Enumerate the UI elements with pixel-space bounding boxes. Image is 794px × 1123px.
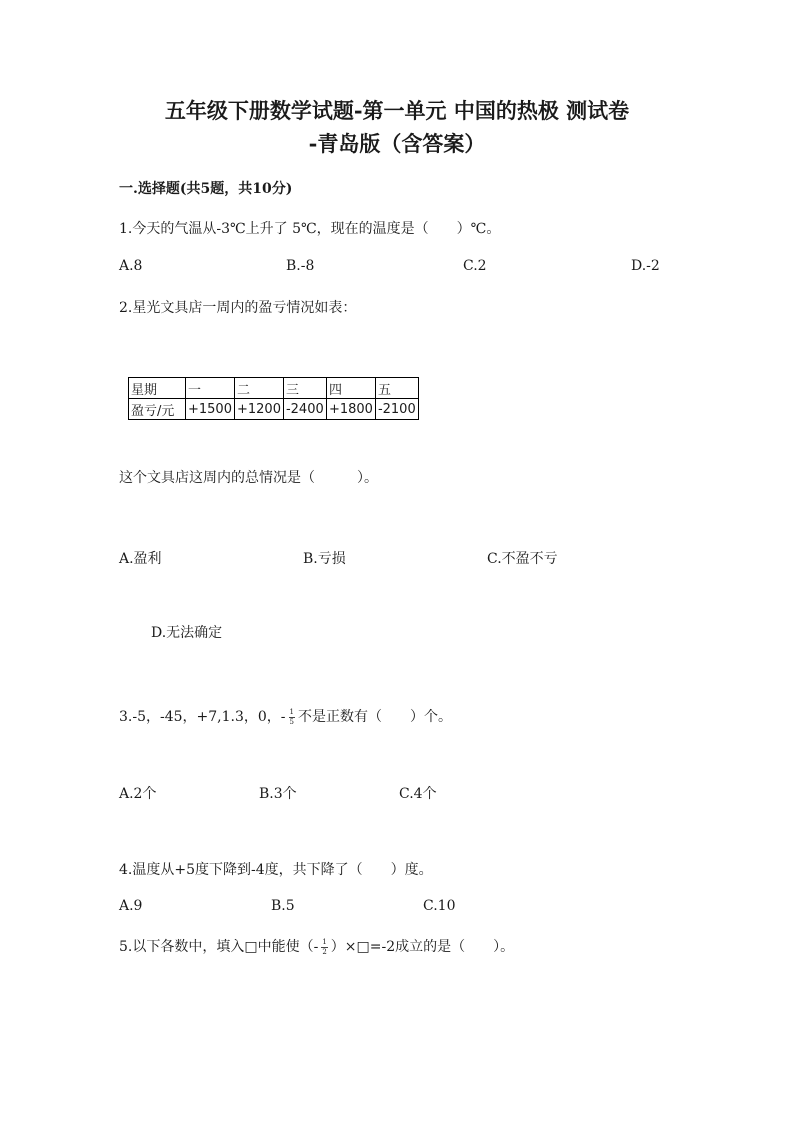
- fraction-denominator: 2: [322, 947, 327, 956]
- q3-text-after: 不是正数有（ ）个。: [298, 709, 452, 725]
- table-row: [129, 399, 419, 420]
- page-title-line1: 五年级下册数学试题-第一单元 中国的热极 测试卷: [164, 98, 630, 123]
- fraction-numerator: 1: [289, 707, 294, 716]
- q3-option-a[interactable]: A.2个: [119, 786, 157, 802]
- table-cell: +1200: [234, 399, 283, 420]
- fraction-numerator: 1: [322, 937, 327, 946]
- question-1-text: 1.今天的气温从-3℃上升了 5℃，现在的温度是（ ）℃。: [119, 221, 501, 237]
- table-header-row: [129, 378, 419, 399]
- profit-loss-table: [128, 377, 419, 420]
- table-cell: 二: [234, 378, 283, 399]
- q3-option-b[interactable]: B.3个: [259, 786, 297, 802]
- question-2-text: 2.星光文具店一周内的盈亏情况如表：: [119, 300, 357, 316]
- table-cell: -2400: [283, 399, 326, 420]
- question-5-text: [119, 936, 514, 957]
- table-cell: 盈亏/元: [129, 399, 186, 420]
- page-title-line2: -青岛版（含答案）: [308, 131, 486, 156]
- fraction-denominator: 5: [289, 717, 294, 726]
- question-2-followup: 这个文具店这周内的总情况是（ ）。: [119, 470, 378, 486]
- q5-fraction: [321, 938, 327, 957]
- q4-option-c[interactable]: C.10: [423, 898, 456, 914]
- q3-fraction: [289, 708, 295, 727]
- q1-option-b[interactable]: B.-8: [286, 258, 315, 274]
- section-heading: 一.选择题(共5题，共10分): [119, 181, 293, 197]
- q5-text-before: 5.以下各数中，填入□中能使（-: [119, 939, 319, 955]
- table-cell: -2100: [375, 399, 418, 420]
- q4-option-a[interactable]: A.9: [119, 898, 143, 914]
- q2-option-b[interactable]: B.亏损: [303, 551, 346, 567]
- q5-text-after: ）×□=-2成立的是（ ）。: [330, 939, 515, 955]
- q2-option-d[interactable]: D.无法确定: [151, 625, 223, 641]
- table-cell: 一: [186, 378, 235, 399]
- q1-option-d[interactable]: D.-2: [631, 258, 660, 274]
- table-cell: +1800: [326, 399, 375, 420]
- q3-option-c[interactable]: C.4个: [399, 786, 437, 802]
- table-cell: 星期: [129, 378, 186, 399]
- table-cell: 四: [326, 378, 375, 399]
- q2-option-a[interactable]: A.盈利: [119, 551, 162, 567]
- q2-option-c[interactable]: C.不盈不亏: [487, 551, 558, 567]
- table-cell: +1500: [186, 399, 235, 420]
- q1-option-a[interactable]: A.8: [119, 258, 143, 274]
- q3-text-before: 3.-5，-45，+7,1.3，0，-: [119, 709, 286, 725]
- q4-option-b[interactable]: B.5: [271, 898, 295, 914]
- table-cell: 五: [375, 378, 418, 399]
- q1-option-c[interactable]: C.2: [463, 258, 487, 274]
- table-cell: 三: [283, 378, 326, 399]
- question-3-text: [119, 706, 452, 727]
- question-4-text: 4.温度从+5度下降到-4度，共下降了（ ）度。: [119, 862, 433, 878]
